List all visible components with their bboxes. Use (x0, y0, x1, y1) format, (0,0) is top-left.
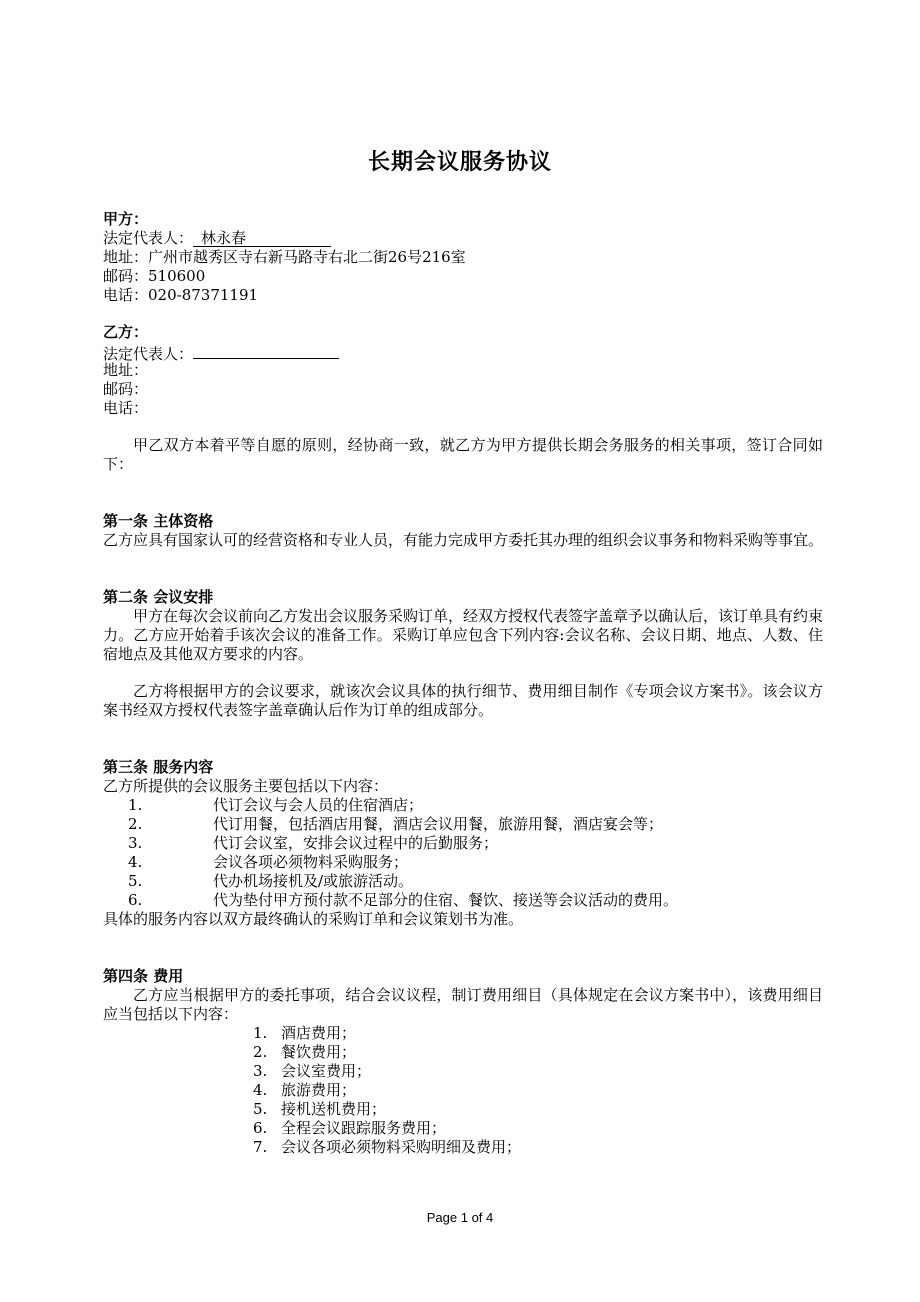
list-item-text: 旅游费用； (281, 1081, 357, 1099)
list-item (103, 1024, 823, 1043)
list-item (103, 872, 823, 891)
article-2-paragraph-2: 乙方将根据甲方的会议要求，就该次会议具体的执行细节、费用细目制作《专项会议方案书》。该会议方案书经双方授权代表签字盖章确认后作为订单的组成部分。 (103, 682, 823, 719)
article-3-intro: 乙方所提供的会议服务主要包括以下内容： (103, 777, 389, 795)
list-item-number: 6. (128, 891, 143, 909)
article-2-heading: 第二条 会议安排 (103, 588, 214, 606)
list-item-text: 代订用餐，包括酒店用餐，酒店会议用餐，旅游用餐，酒店宴会等； (213, 815, 664, 833)
list-item (103, 796, 823, 815)
party-b-address: 地址： (103, 361, 149, 379)
fee-list (103, 1024, 823, 1157)
party-b-rep-blank (193, 342, 339, 359)
article-3 (103, 758, 823, 929)
list-item-number: 2. (253, 1043, 268, 1061)
list-item (103, 815, 823, 834)
party-a-rep-value: 林永春 (193, 230, 331, 247)
article-4-heading: 第四条 费用 (103, 967, 184, 985)
party-a-rep-label: 法定代表人： (103, 229, 194, 247)
list-item (103, 1081, 823, 1100)
party-a-label: 甲方： (103, 210, 149, 228)
list-item (103, 1138, 823, 1157)
party-b-rep-label: 法定代表人： (103, 345, 194, 363)
article-2-paragraph-1: 甲方在每次会议前向乙方发出会议服务采购订单，经双方授权代表签字盖章予以确认后，该订单具有约束力。乙方应开始着手该次会议的准备工作。采购订单应包含下列内容:会议名称、会议日期、地点、人数、住宿地点及其他双方要求的内容。 (103, 607, 824, 663)
party-b-label: 乙方： (103, 323, 149, 341)
list-item-text: 代为垫付甲方预付款不足部分的住宿、餐饮、接送等会议活动的费用。 (213, 891, 679, 909)
list-item-text: 代办机场接机及/或旅游活动。 (213, 872, 414, 890)
list-item-number: 4. (253, 1081, 268, 1099)
party-a-rep-line (103, 229, 823, 248)
list-item-text: 全程会议跟踪服务费用； (281, 1119, 447, 1137)
article-1-body: 乙方应具有国家认可的经营资格和专业人员，有能力完成甲方委托其办理的组织会议事务和物料采购等事宜。 (103, 531, 824, 549)
list-item-number: 6. (253, 1119, 268, 1137)
party-a-phone: 电话：020-87371191 (103, 286, 259, 304)
page-footer: Page 1 of 4 (426, 1210, 494, 1225)
list-item (103, 1100, 823, 1119)
intro-paragraph: 甲乙双方本着平等自愿的原则，经协商一致，就乙方为甲方提供长期会务服务的相关事项，签订合同如下： (103, 436, 823, 473)
article-1-heading: 第一条 主体资格 (103, 512, 214, 530)
list-item-number: 2. (128, 815, 143, 833)
party-a-section (103, 210, 823, 305)
list-item-number: 4. (128, 853, 143, 871)
party-a-postcode: 邮码：510600 (103, 267, 206, 285)
list-item-number: 1. (128, 796, 143, 814)
document-title: 长期会议服务协议 (367, 150, 552, 175)
party-b-section (103, 323, 823, 418)
list-item (103, 853, 823, 872)
list-item-text: 接机送机费用； (281, 1100, 387, 1118)
party-b-phone: 电话： (103, 399, 149, 417)
article-4-body: 乙方应当根据甲方的委托事项，结合会议议程，制订费用细目（具体规定在会议方案书中），该费用细目应当包括以下内容： (103, 986, 823, 1023)
service-list (103, 796, 823, 910)
list-item (103, 1119, 823, 1138)
list-item (103, 1062, 823, 1081)
list-item-text: 会议室费用； (281, 1062, 372, 1080)
list-item-text: 餐饮费用； (281, 1043, 357, 1061)
document-body (103, 210, 823, 1157)
article-2 (103, 588, 823, 720)
list-item-text: 会议各项必须物料采购服务； (213, 853, 409, 871)
list-item-text: 会议各项必须物料采购明细及费用； (281, 1138, 522, 1156)
list-item (103, 1043, 823, 1062)
list-item-text: 代订会议室，安排会议过程中的后勤服务； (213, 834, 499, 852)
article-4 (103, 967, 823, 1157)
list-item-number: 3. (128, 834, 143, 852)
list-item-number: 1. (253, 1024, 268, 1042)
list-item-number: 3. (253, 1062, 268, 1080)
party-b-postcode: 邮码： (103, 380, 149, 398)
article-3-outro: 具体的服务内容以双方最终确认的采购订单和会议策划书为准。 (103, 910, 524, 928)
article-3-heading: 第三条 服务内容 (103, 758, 214, 776)
list-item-number: 5. (253, 1100, 268, 1118)
list-item (103, 834, 823, 853)
list-item-text: 酒店费用； (281, 1024, 357, 1042)
list-item-number: 7. (253, 1138, 268, 1156)
list-item-text: 代订会议与会人员的住宿酒店； (213, 796, 424, 814)
party-a-address: 地址：广州市越秀区寺右新马路寺右北二街26号216室 (103, 248, 466, 266)
list-item (103, 891, 823, 910)
list-item-number: 5. (128, 872, 143, 890)
article-1 (103, 512, 823, 550)
party-b-rep-line (103, 342, 823, 361)
